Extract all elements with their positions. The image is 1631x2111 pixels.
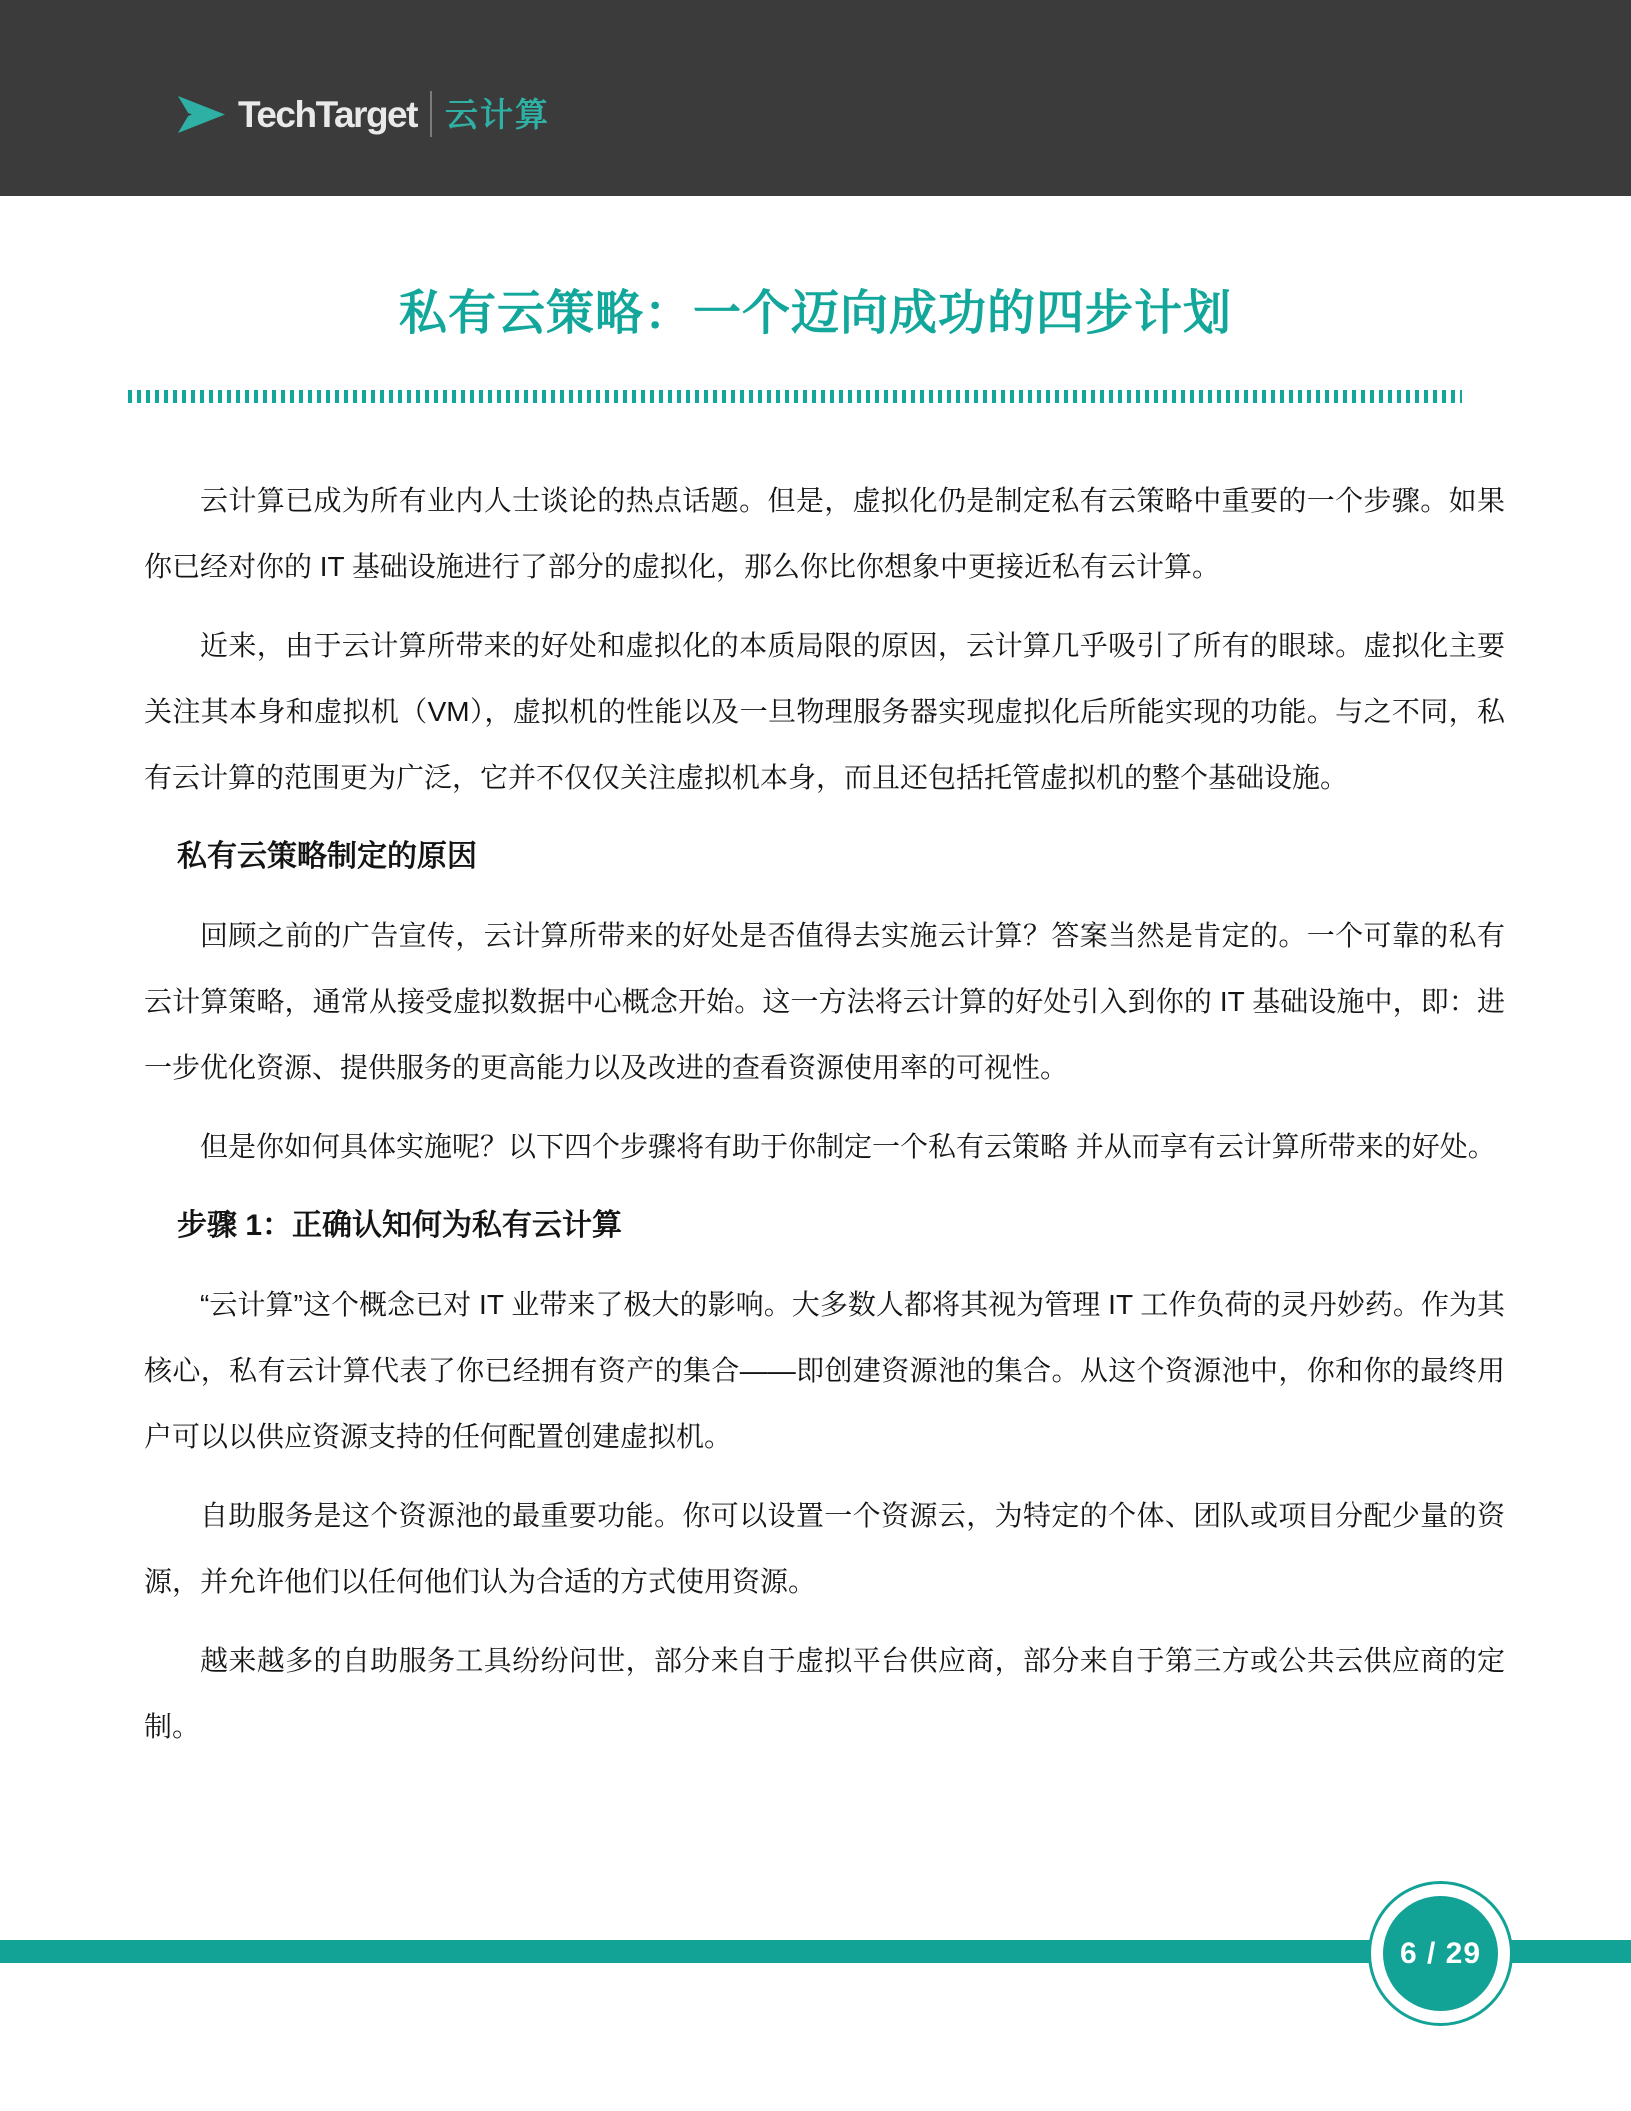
dashed-separator: [128, 390, 1462, 403]
article-body: [144, 468, 1505, 1773]
paragraph: 云计算已成为所有业内人士谈论的热点话题。但是，虚拟化仍是制定私有云策略中重要的一个步骤。如果你已经对你的 IT 基础设施进行了部分的虚拟化，那么你比你想象中更接近私有云计算。: [144, 485, 1505, 582]
page-number: 6 / 29: [1383, 1896, 1498, 2011]
paragraph: 越来越多的自助服务工具纷纷问世，部分来自于虚拟平台供应商，部分来自于第三方或公共云供应商的定制。: [144, 1645, 1505, 1742]
section-heading: 私有云策略制定的原因: [177, 840, 477, 873]
logo-divider: [430, 91, 432, 137]
paragraph: 但是你如何具体实施呢？以下四个步骤将有助于你制定一个私有云策略 并从而享有云计算所带来的好处。: [200, 1131, 1496, 1162]
section-heading: 步骤 1：正确认知何为私有云计算: [177, 1209, 623, 1242]
paragraph: 近来，由于云计算所带来的好处和虚拟化的本质局限的原因，云计算几乎吸引了所有的眼球。虚拟化主要关注其本身和虚拟机（VM），虚拟机的性能以及一旦物理服务器实现虚拟化后所能实现的功能。与之不同，私有云计算的范围更为广泛，它并不仅仅关注虚拟机本身，而且还包括托管虚拟机的整个基础设施。: [144, 630, 1505, 793]
masthead: [0, 0, 1631, 196]
paragraph: “云计算”这个概念已对 IT 业带来了极大的影响。大多数人都将其视为管理 IT 工作负荷的灵丹妙药。作为其核心，私有云计算代表了你已经拥有资产的集合——即创建资源池的集合。从这个资源池中，你和你的最终用户可以以供应资源支持的任何配置创建虚拟机。: [144, 1289, 1505, 1452]
paragraph: 自助服务是这个资源池的最重要功能。你可以设置一个资源云，为特定的个体、团队或项目分配少量的资源，并允许他们以任何他们认为合适的方式使用资源。: [144, 1500, 1505, 1597]
edition-name: 云计算: [444, 95, 550, 133]
page-title: 私有云策略：一个迈向成功的四步计划: [398, 287, 1232, 340]
brand-name: TechTarget: [238, 93, 417, 135]
arrow-icon: [178, 96, 225, 133]
page-number-badge: [1368, 1881, 1513, 2026]
paragraph: 回顾之前的广告宣传，云计算所带来的好处是否值得去实施云计算？答案当然是肯定的。一个可靠的私有云计算策略，通常从接受虚拟数据中心概念开始。这一方法将云计算的好处引入到你的 IT 基础设施中，即：进一步优化资源、提供服务的更高能力以及改进的查看资源使用率的可视性。: [144, 920, 1505, 1083]
techtarget-logo: [178, 88, 550, 140]
